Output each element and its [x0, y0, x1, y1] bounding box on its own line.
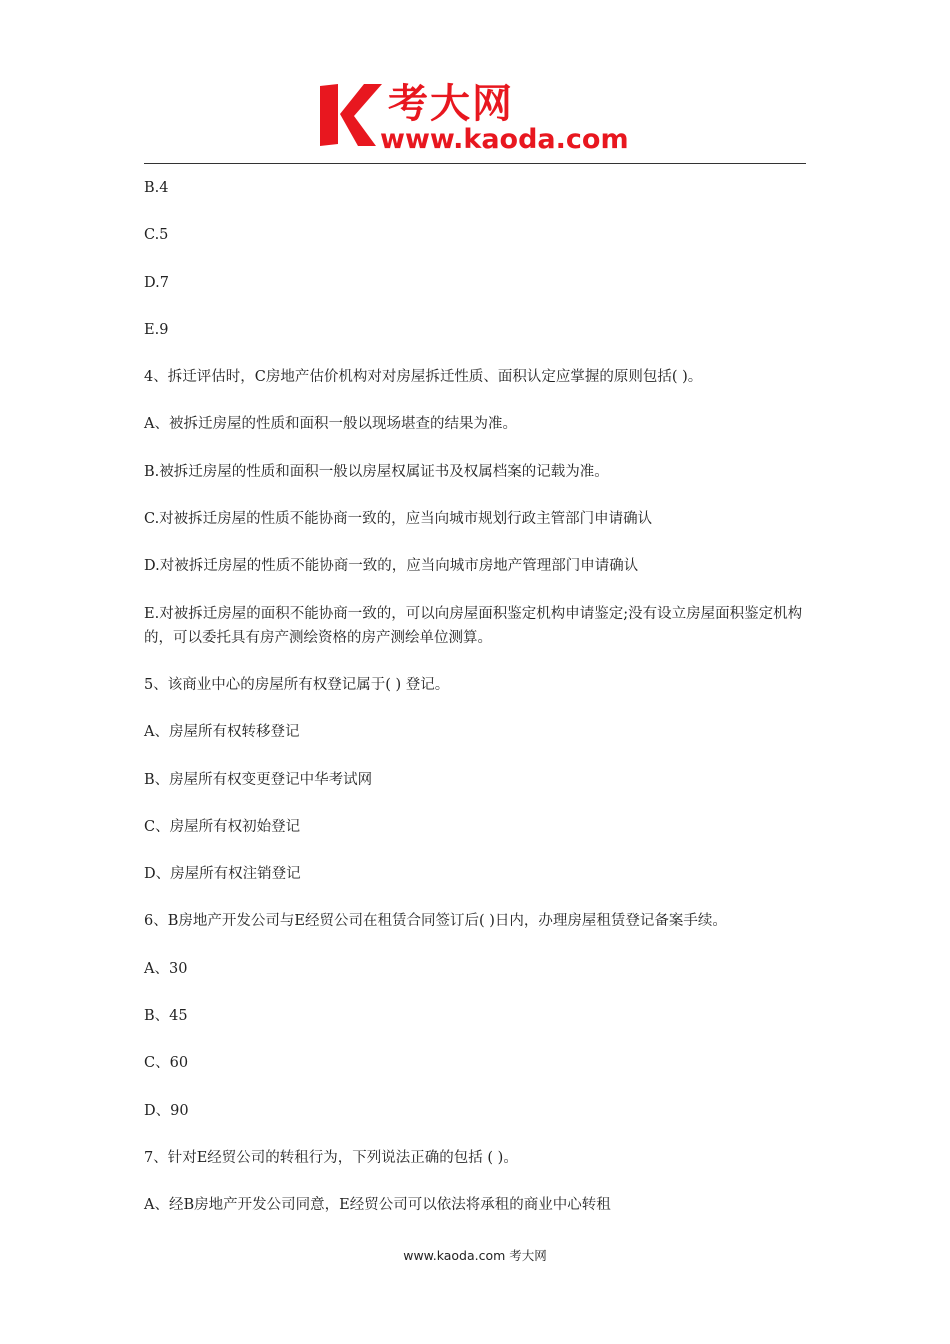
option-line: A、30	[144, 960, 188, 977]
option-line: D、90	[144, 1102, 189, 1119]
header-divider	[144, 163, 806, 164]
option-line: B.4	[144, 180, 169, 196]
option-line: B.被拆迁房屋的性质和面积一般以房屋权属证书及权属档案的记载为准。	[144, 463, 609, 480]
document-body	[144, 176, 808, 1241]
k-logo-icon	[318, 80, 384, 150]
logo-url: www.kaoda.com	[380, 124, 629, 155]
question-5: 5、该商业中心的房屋所有权登记属于( ) 登记。	[144, 676, 450, 693]
option-line: B、房屋所有权变更登记中华考试网	[144, 771, 373, 788]
option-line: E.9	[144, 321, 169, 338]
option-line: C.对被拆迁房屋的性质不能协商一致的，应当向城市规划行政主管部门申请确认	[144, 511, 653, 528]
question-6: 6、B房地产开发公司与E经贸公司在租赁合同签订后( )日内，办理房屋租赁登记备案手续。	[144, 913, 727, 930]
kaoda-logo	[318, 80, 648, 160]
option-line: C、房屋所有权初始登记	[144, 818, 301, 835]
question-4: 4、拆迁评估时，C房地产估价机构对对房屋拆迁性质、面积认定应掌握的原则包括( )。	[144, 369, 703, 386]
option-line: B、45	[144, 1008, 188, 1025]
question-7: 7、针对E经贸公司的转租行为，下列说法正确的包括 ( )。	[144, 1149, 518, 1166]
option-line: D.对被拆迁房屋的性质不能协商一致的，应当向城市房地产管理部门申请确认	[144, 558, 639, 575]
option-line: C、60	[144, 1055, 189, 1072]
option-line: E.对被拆迁房屋的面积不能协商一致的，可以向房屋面积鉴定机构申请鉴定;没有设立房屋面积鉴定机构的，可以委托具有房产测绘资格的房产测绘单位测算。	[144, 605, 803, 646]
page-footer: www.kaoda.com 考大网	[403, 1248, 547, 1263]
option-line: D、房屋所有权注销登记	[144, 866, 301, 883]
logo-chinese-name: 考大网	[388, 81, 514, 127]
option-line: A、经B房地产开发公司同意，E经贸公司可以依法将承租的商业中心转租	[144, 1197, 611, 1214]
option-line: A、被拆迁房屋的性质和面积一般以现场堪查的结果为准。	[144, 416, 517, 433]
option-line: D.7	[144, 274, 169, 291]
option-line: A、房屋所有权转移登记	[144, 724, 300, 741]
option-line: C.5	[144, 227, 169, 244]
